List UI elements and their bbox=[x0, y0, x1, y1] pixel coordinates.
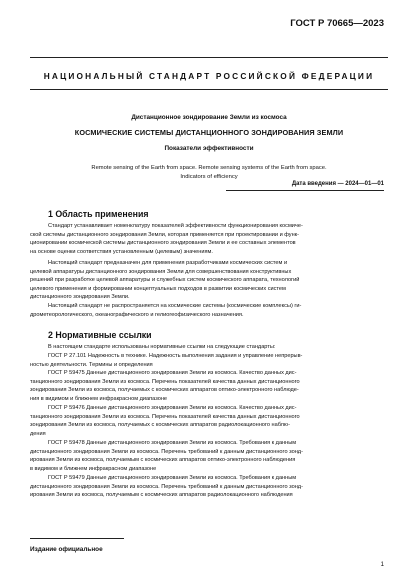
text-line: В настоящем стандарте использованы нормативные ссылки на следующие стандарты: bbox=[48, 344, 276, 350]
text-line: Стандарт устанавливает номенклатуру показателей эффективности функционирования космиче- bbox=[48, 223, 303, 229]
text-line: ГОСТ Р 59479 Данные дистанционного зондирования Земли из космоса. Требования к данным bbox=[48, 475, 297, 481]
official-edition-label: Издание официальное bbox=[30, 546, 103, 553]
text-line: целевого применения и формировании концептуальных подходов в развитии космических систем bbox=[30, 285, 286, 292]
text-line: дения bbox=[30, 430, 46, 437]
text-line: ской системы дистанционного зондирования Земли, которая применяется при проектировании и функ- bbox=[30, 231, 299, 238]
reference-entry bbox=[30, 352, 388, 369]
section-heading-scope: 1 Область применения bbox=[48, 209, 149, 219]
text-line: дистанционного зондирования Земли из космоса. Перечень требований к данным дистанционного зонд- bbox=[30, 448, 303, 455]
page-number: 1 bbox=[380, 561, 384, 568]
text-line: Настоящий стандарт не распространяется на космические системы (космические комплексы) ги- bbox=[48, 303, 302, 309]
text-line: ирования Земли из космоса, получаемым с космических аппаратов радиолокационного наблюдения bbox=[30, 492, 293, 498]
reference-entry bbox=[30, 404, 388, 438]
subtitle-ru: Дистанционное зондирование Земли из космоса bbox=[131, 114, 287, 121]
text-line: в видимом и ближнем инфракрасном диапазоне bbox=[30, 465, 157, 472]
text-line: целевой аппаратуры дистанционного зондирования Земли для совершенствования конструктивных bbox=[30, 268, 292, 275]
text-line: на основе оценки соответствия установленным (целевым) значениям. bbox=[30, 248, 213, 255]
reference-entry bbox=[30, 474, 388, 500]
text-line: ностью деятельности. Термины и определения bbox=[30, 361, 153, 368]
title-en-line: Remote sensing of the Earth from space. Remote sensing systems of the Earth from space. bbox=[91, 165, 327, 171]
text-line: ГОСТ Р 59476 Данные дистанционного зондирования Земли из космоса. Качество данных дис- bbox=[48, 405, 297, 411]
text-line: решений при разработке целевой аппаратуры и служебных систем космического аппарата, технологий bbox=[30, 277, 300, 283]
paragraph bbox=[30, 259, 388, 302]
text-line: ГОСТ Р 59478 Данные дистанционного зондирования Земли из космоса. Требования к данным bbox=[48, 440, 297, 446]
text-line: ния в видимом и ближнем инфракрасном диапазоне bbox=[30, 395, 168, 402]
paragraph bbox=[30, 343, 388, 352]
paragraph bbox=[30, 222, 388, 256]
standard-title-en bbox=[30, 164, 388, 182]
divider-under-national-title bbox=[30, 89, 388, 90]
text-line: танционного зондирования Земли из космоса. Перечень показателей качества данных дистанционного bbox=[30, 413, 300, 420]
text-line: ГОСТ Р 27.101 Надежность в технике. Надежность выполнения задания и управление непрерыв- bbox=[48, 353, 303, 359]
introduction-date: Дата введения — 2024—01—01 bbox=[291, 181, 384, 187]
standard-subtitle-ru: Показатели эффективности bbox=[164, 145, 254, 152]
text-line: ГОСТ Р 59475 Данные дистанционного зондирования Земли из космоса. Качество данных дис- bbox=[48, 370, 297, 376]
title-en-line: Indicators of efficiency bbox=[180, 174, 238, 180]
divider-top bbox=[30, 57, 388, 58]
national-standard-title: НАЦИОНАЛЬНЫЙ СТАНДАРТ РОССИЙСКОЙ ФЕДЕРАЦИИ bbox=[43, 71, 375, 81]
text-line: зондирования Земли из космоса, получаемых с космических аппаратов радиолокационного наблю- bbox=[30, 422, 290, 428]
date-divider bbox=[226, 190, 384, 191]
text-line: дистанционного зондирования Земли. bbox=[30, 294, 130, 300]
text-line: ирования Земли из космоса, получаемым с космических аппаратов оптико-электронного наблюдения bbox=[30, 457, 296, 463]
text-line: танционного зондирования Земли из космоса. Перечень показателей качества данных дистанционного bbox=[30, 378, 300, 385]
text-line: Настоящий стандарт предназначен для применения разработчиками космических систем и bbox=[48, 260, 288, 266]
standard-title-ru: КОСМИЧЕСКИЕ СИСТЕМЫ ДИСТАНЦИОННОГО ЗОНДИРОВАНИЯ ЗЕМЛИ bbox=[74, 128, 344, 137]
text-line: дрометеорологического, океанографического и гелиогеофизического назначения. bbox=[30, 311, 244, 318]
reference-entry bbox=[30, 369, 388, 403]
paragraph bbox=[30, 302, 388, 319]
reference-entry bbox=[30, 439, 388, 473]
section-heading-normative-references: 2 Нормативные ссылки bbox=[48, 330, 152, 340]
document-code: ГОСТ Р 70665—2023 bbox=[290, 18, 384, 29]
text-line: зондирования Земли из космоса, получаемых с космических аппаратов оптико-электронного наблюде- bbox=[30, 387, 299, 393]
text-line: ционировании космической системы дистанционного зондирования Земли и ее составных элементов bbox=[30, 240, 296, 246]
text-line: дистанционного зондирования Земли из космоса. Перечень требований к данным дистанционного зонд- bbox=[30, 483, 303, 490]
footer-divider bbox=[30, 538, 124, 539]
